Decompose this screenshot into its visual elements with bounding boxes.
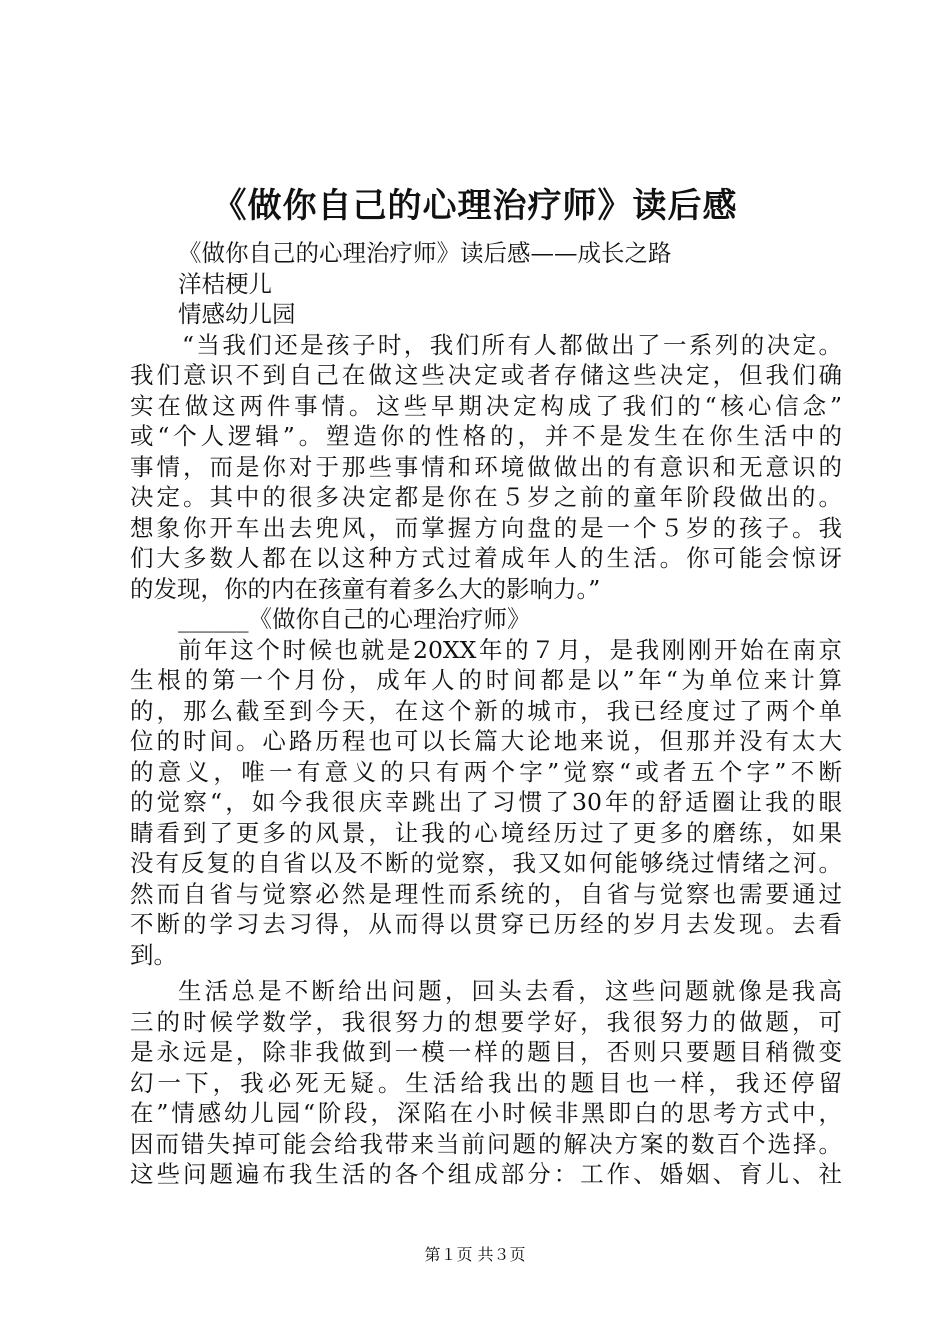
paragraph-line: 然而自省与觉察必然是理性而系统的，自省与觉察也需要通过 [130,879,842,908]
quote-line: “当我们还是孩子时，我们所有人都做出了一系列的决定。 [182,330,842,359]
quote-line: 决定。其中的很多决定都是你在５岁之前的童年阶段做出的。 [130,483,842,511]
paragraph-line: 的，那么截至到今天，在这个新的城市，我已经度过了两个单 [130,696,842,725]
quote-block [130,330,842,605]
source-name: 情感幼儿园 [178,300,296,328]
page-footer: 第１页 共３页 [424,1245,526,1264]
paragraph-line: 睛看到了更多的风景，让我的心境经历过了更多的磨练，如果 [130,818,842,847]
paragraph-line: 三的时候学数学，我很努力的想要学好，我很努力的做题，可 [130,1007,842,1036]
paragraph-line: 因而错失掉可能会给我带来当前问题的解决方案的数百个选择。 [130,1129,842,1158]
paragraph-line: 幻一下，我必死无疑。生活给我出的题目也一样，我还停留 [130,1068,842,1097]
paragraph-line: 是永远是，除非我做到一模一样的题目，否则只要题目稍微变 [130,1038,842,1066]
quote-line: 实在做这两件事情。这些早期决定构成了我们的“核心信念” [130,391,842,420]
quote-line: 想象你开车出去兜风，而掌握方向盘的是一个５岁的孩子。我 [130,513,842,542]
paragraph-line: 生活总是不断给出问题，回头去看，这些问题就像是我高 [178,977,842,1005]
paragraph-line: 生根的第一个月份，成年人的时间都是以”年“为单位来计算 [130,666,842,694]
paragraph-line: 在”情感幼儿园“阶段，深陷在小时候非黑即白的思考方式中， [130,1099,842,1127]
document-body [130,238,842,1190]
paragraph-line: 没有反复的自省以及不断的觉察，我又如何能够绕过情绪之河。 [130,849,842,877]
paragraph-line: 的觉察“，如今我很庆幸跳出了习惯了30年的舒适圈让我的眼 [130,788,842,816]
paragraph-line: 这些问题遍布我生活的各个组成部分：工作、婚姻、育儿、社 [130,1160,842,1188]
quote-line: 的发现，你的内在孩童有着多么大的影响力。” [130,574,601,603]
subtitle: 《做你自己的心理治疗师》读后感——成长之路 [178,239,672,267]
quote-line: 我们意识不到自己在做这些决定或者存储这些决定，但我们确 [130,361,842,389]
paragraph-line: 到。 [130,940,177,969]
quote-line: 事情，而是你对于那些事情和环境做做出的有意识和无意识的 [130,452,842,481]
quote-line: 或“个人逻辑”。塑造你的性格的，并不是发生在你生活中的 [130,422,842,450]
document-title: 《做你自己的心理治疗师》读后感 [212,186,738,226]
author-name: 洋桔梗儿 [178,269,272,298]
paragraph-1 [130,635,842,971]
paragraph-line: 的意义，唯一有意义的只有两个字”觉察“或者五个字”不断 [130,757,842,786]
paragraph-line: 前年这个时候也就是20XX年的７月，是我刚刚开始在南京 [178,635,842,664]
paragraph-line: 位的时间。心路历程也可以长篇大论地来说，但那并没有太大 [130,727,842,755]
paragraph-line: 不断的学习去习得，从而得以贯穿已历经的岁月去发现。去看 [130,910,842,938]
paragraph-2 [130,976,842,1190]
quote-line: 们大多数人都在以这种方式过着成年人的生活。你可能会惊讶 [130,544,842,572]
quote-source: ______《做你自己的心理治疗师》 [178,605,531,633]
